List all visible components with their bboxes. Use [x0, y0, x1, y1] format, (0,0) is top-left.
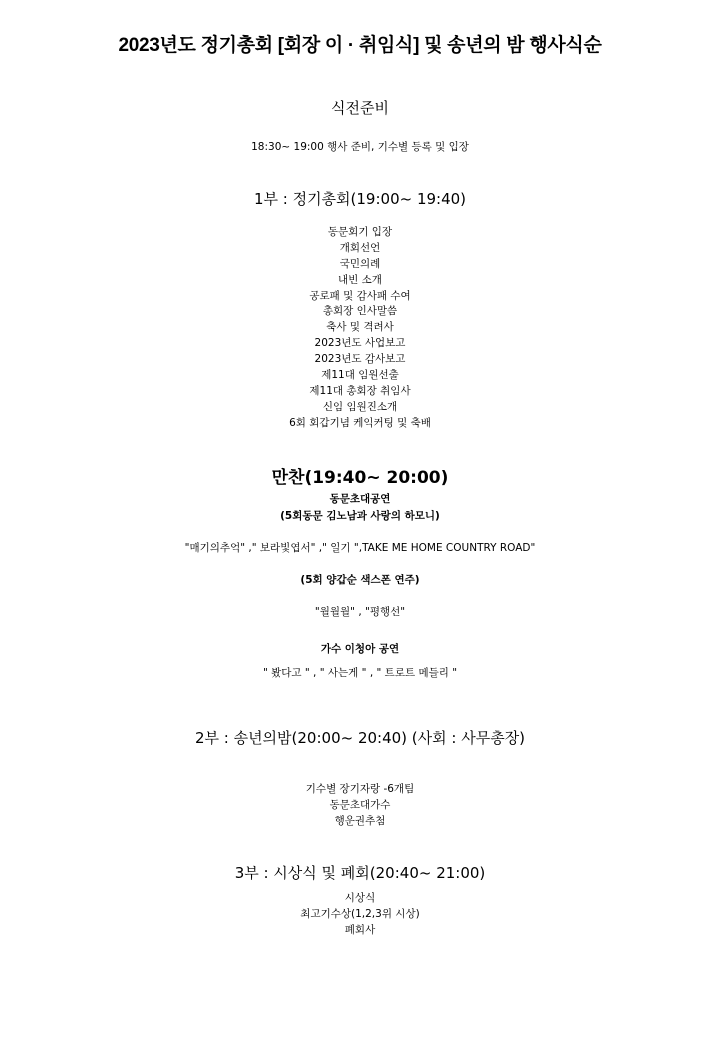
- part1-list: [0, 225, 720, 432]
- prep-heading: 식전준비: [331, 99, 389, 117]
- list-item: 2023년도 감사보고: [314, 353, 406, 366]
- list-item: 국민의례: [339, 257, 381, 270]
- list-item: 내빈 소개: [338, 273, 382, 286]
- list-item: 신임 임원진소개: [322, 400, 398, 413]
- list-item: 제11대 임원선출: [321, 369, 399, 382]
- perf1-sub: (5회동문 김노남과 사랑의 하모니): [280, 510, 440, 522]
- list-item: 행운권추첨: [334, 815, 386, 827]
- list-item: 2023년도 사업보고: [314, 337, 406, 350]
- part3-heading: 3부 : 시상식 및 폐회(20:40~ 21:00): [234, 864, 486, 882]
- part3-list: [0, 890, 720, 938]
- page-title: 2023년도 정기총회 [회장 이 · 취임식] 및 송년의 밤 행사식순: [118, 35, 602, 56]
- perf3-title: 가수 이청아 공연: [320, 643, 400, 655]
- list-item: 제11대 총회장 취임사: [309, 384, 411, 397]
- perf1-songs: "매기의추억" ," 보라빛엽서" ," 일기 ",TAKE ME HOME COUNTRY ROAD": [184, 542, 536, 554]
- list-item: 축사 및 격려사: [326, 321, 394, 334]
- list-item: 개회선언: [339, 241, 381, 254]
- perf2-songs: "월월월" , "평행선": [314, 606, 406, 618]
- perf1-title: 동문초대공연: [329, 493, 391, 505]
- list-item: 폐회사: [344, 924, 376, 936]
- list-item: 공로패 및 감사패 수여: [309, 289, 411, 302]
- list-item: 총회장 인사말씀: [322, 305, 398, 318]
- perf3-songs: " 봤다고 " , " 사는게 " , " 트로트 메들리 ": [262, 667, 458, 679]
- list-item: 동문회기 입장: [327, 226, 393, 238]
- list-item: 기수별 장기자랑 -6개팀: [305, 783, 415, 795]
- perf2-title: (5회 양갑순 색스폰 연주): [300, 574, 420, 586]
- part2-heading: 2부 : 송년의밤(20:00~ 20:40) (사회 : 사무총장): [194, 729, 526, 747]
- list-item: 시상식: [344, 892, 376, 904]
- dinner-heading: 만찬(19:40~ 20:00): [271, 468, 449, 488]
- part1-heading: 1부 : 정기총회(19:00~ 19:40): [253, 190, 467, 208]
- part2-list: [0, 781, 720, 829]
- list-item: 동문초대가수: [329, 799, 391, 811]
- list-item: 최고기수상(1,2,3위 시상): [300, 908, 420, 920]
- list-item: 6회 회갑기념 케익커팅 및 축배: [289, 416, 431, 429]
- prep-text: 18:30~ 19:00 행사 준비, 기수별 등록 및 입장: [251, 141, 469, 153]
